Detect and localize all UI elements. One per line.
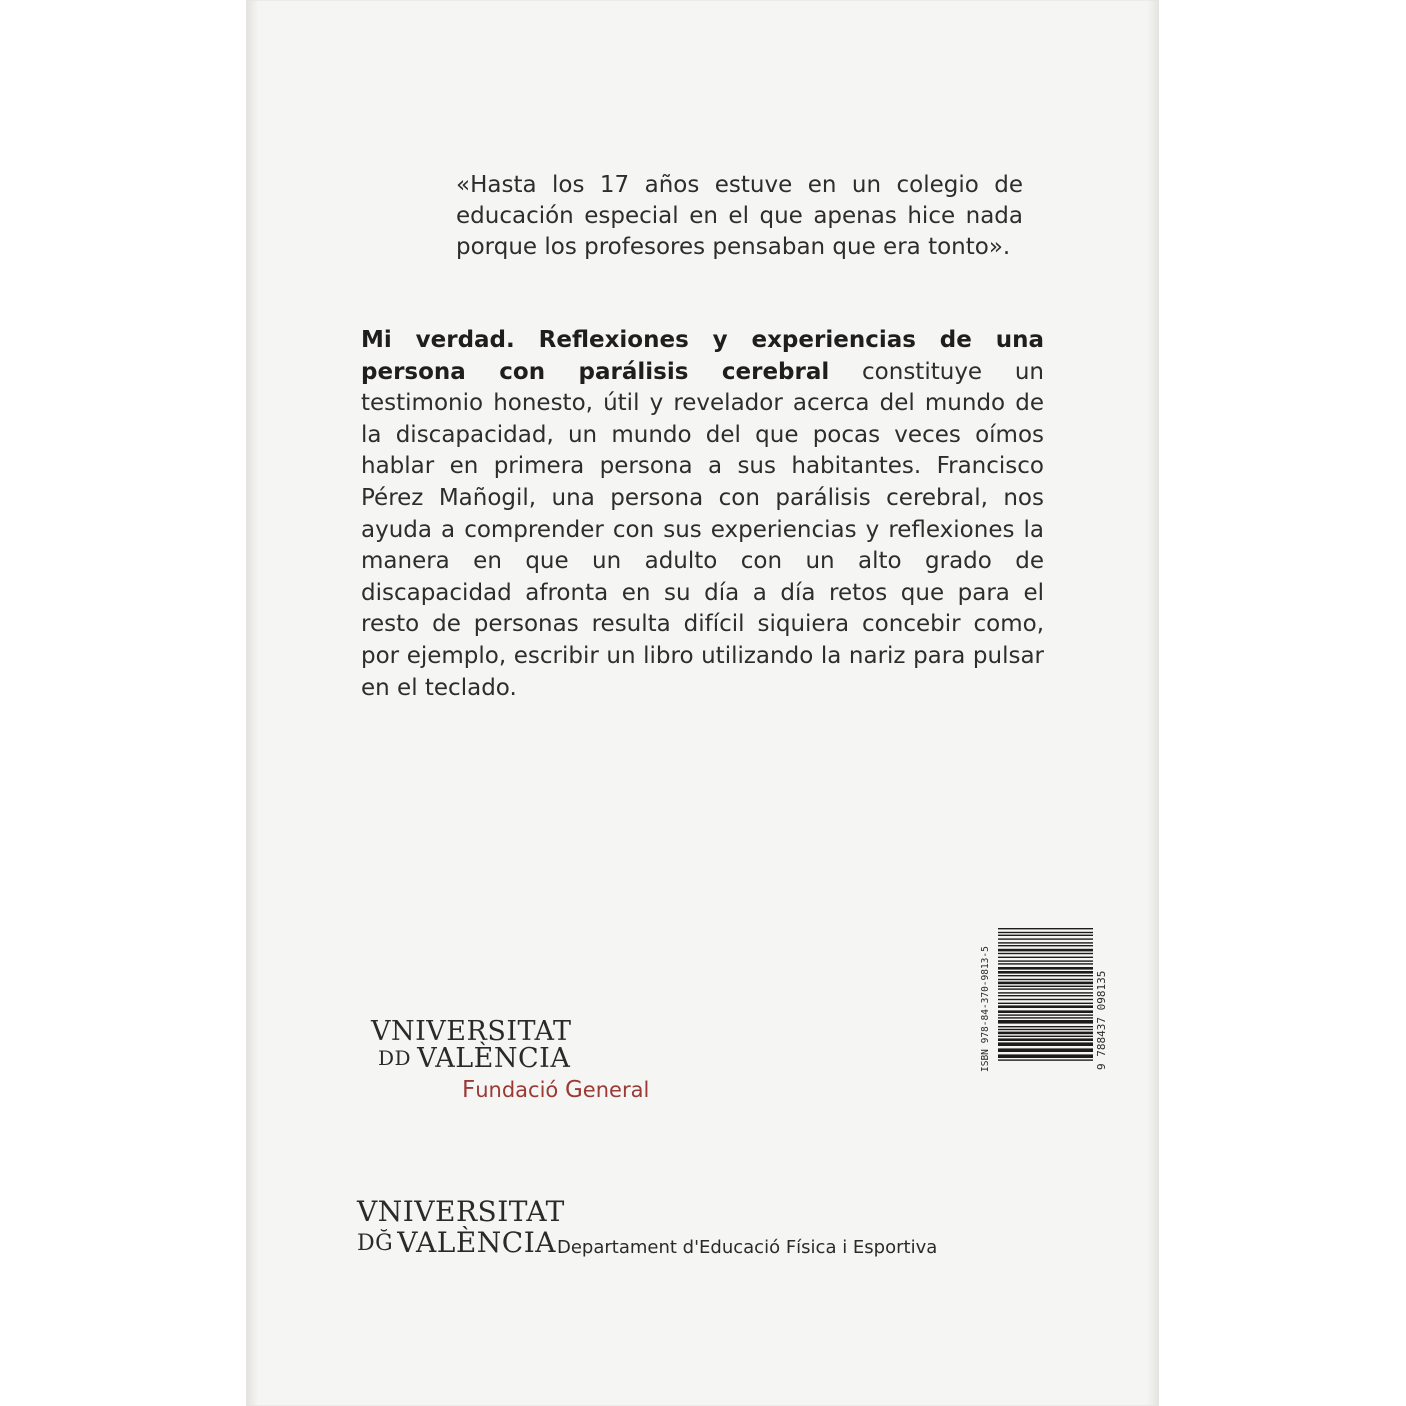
barcode-bar	[998, 1003, 1093, 1004]
barcode-bar	[998, 982, 1093, 985]
university-name-valencia-2: VALÈNCIA	[397, 1226, 556, 1259]
barcode-bars	[998, 928, 1093, 1061]
barcode-bar	[998, 986, 1093, 987]
barcode-bar	[998, 1042, 1093, 1046]
barcode-bar	[998, 942, 1093, 943]
university-seal-icon: ⅮD	[378, 1046, 412, 1070]
barcode-bar	[998, 1020, 1093, 1024]
barcode-bar	[998, 1017, 1093, 1018]
quote-text: «Hasta los 17 años estuve en un colegio de educación especial en el que apenas hice nada porque los profesores pensaban que era tonto».	[456, 172, 1023, 260]
university-name-valencia: VALÈNCIA	[417, 1043, 571, 1074]
isbn-barcode	[968, 924, 1108, 1074]
isbn-label: ISBN 978-84-370-9813-5	[980, 946, 991, 1072]
university-logo-line2	[378, 1045, 570, 1072]
barcode-bar	[998, 1054, 1093, 1058]
barcode-bar	[998, 1026, 1093, 1027]
university-seal-icon-2: ⅮĞ	[357, 1231, 394, 1256]
barcode-bar	[998, 938, 1093, 939]
blurb-paragraph	[361, 325, 1044, 704]
fundacio-general-label: Fundació General	[462, 1077, 650, 1103]
barcode-graphic	[968, 924, 1108, 1074]
barcode-bar	[998, 1038, 1093, 1041]
department-label: Departament d'Educació Física i Esportiva	[557, 1237, 938, 1258]
barcode-bar	[998, 992, 1093, 993]
barcode-bar	[998, 1059, 1093, 1060]
barcode-bar	[998, 995, 1093, 996]
barcode-bar	[998, 1032, 1093, 1035]
barcode-bar	[998, 928, 1093, 929]
barcode-digits: 9 788437 098135	[1095, 970, 1108, 1070]
blurb-text: constituye un testimonio honesto, útil y revelador acerca del mundo de la discapacidad, un mundo del que pocas veces oímos hablar en primera persona a sus habitantes. Francisco Pérez Mañogil, una persona con parálisis cerebral, nos ayuda a comprender con sus experiencias y reflexiones la manera en que un adulto con un alto grado de discapacidad afronta en su día a día retos que para el resto de personas resulta difícil siquiera concebir como, por ejemplo, escribir un libro utilizando la nariz para pulsar en el teclado.	[361, 358, 1044, 701]
barcode-bar	[998, 935, 1093, 936]
barcode-bar	[998, 979, 1093, 980]
barcode-bar	[998, 1010, 1093, 1013]
barcode-bar	[998, 960, 1093, 961]
barcode-bar	[998, 932, 1093, 933]
barcode-bar	[998, 988, 1093, 989]
barcode-bar	[998, 967, 1093, 970]
book-title: Mi verdad. Reflexiones y experiencias de una persona con parálisis cerebral	[361, 327, 1044, 385]
university-logo2-line2	[357, 1226, 556, 1259]
university-logo2-line1: VNIVERSITAT	[357, 1195, 565, 1228]
barcode-bar	[998, 953, 1093, 954]
barcode-bar	[998, 1014, 1093, 1015]
barcode-bar	[998, 963, 1093, 964]
barcode-bar	[998, 1048, 1093, 1052]
barcode-bar	[998, 949, 1093, 952]
barcode-bar	[998, 945, 1093, 946]
barcode-bar	[998, 957, 1093, 958]
barcode-bar	[998, 999, 1093, 1000]
barcode-bar	[998, 1029, 1093, 1030]
university-logo-line1: VNIVERSITAT	[371, 1016, 572, 1047]
barcode-bar	[998, 971, 1093, 974]
barcode-bar	[998, 975, 1093, 976]
barcode-bar	[998, 1036, 1093, 1037]
barcode-bar	[998, 1005, 1093, 1008]
